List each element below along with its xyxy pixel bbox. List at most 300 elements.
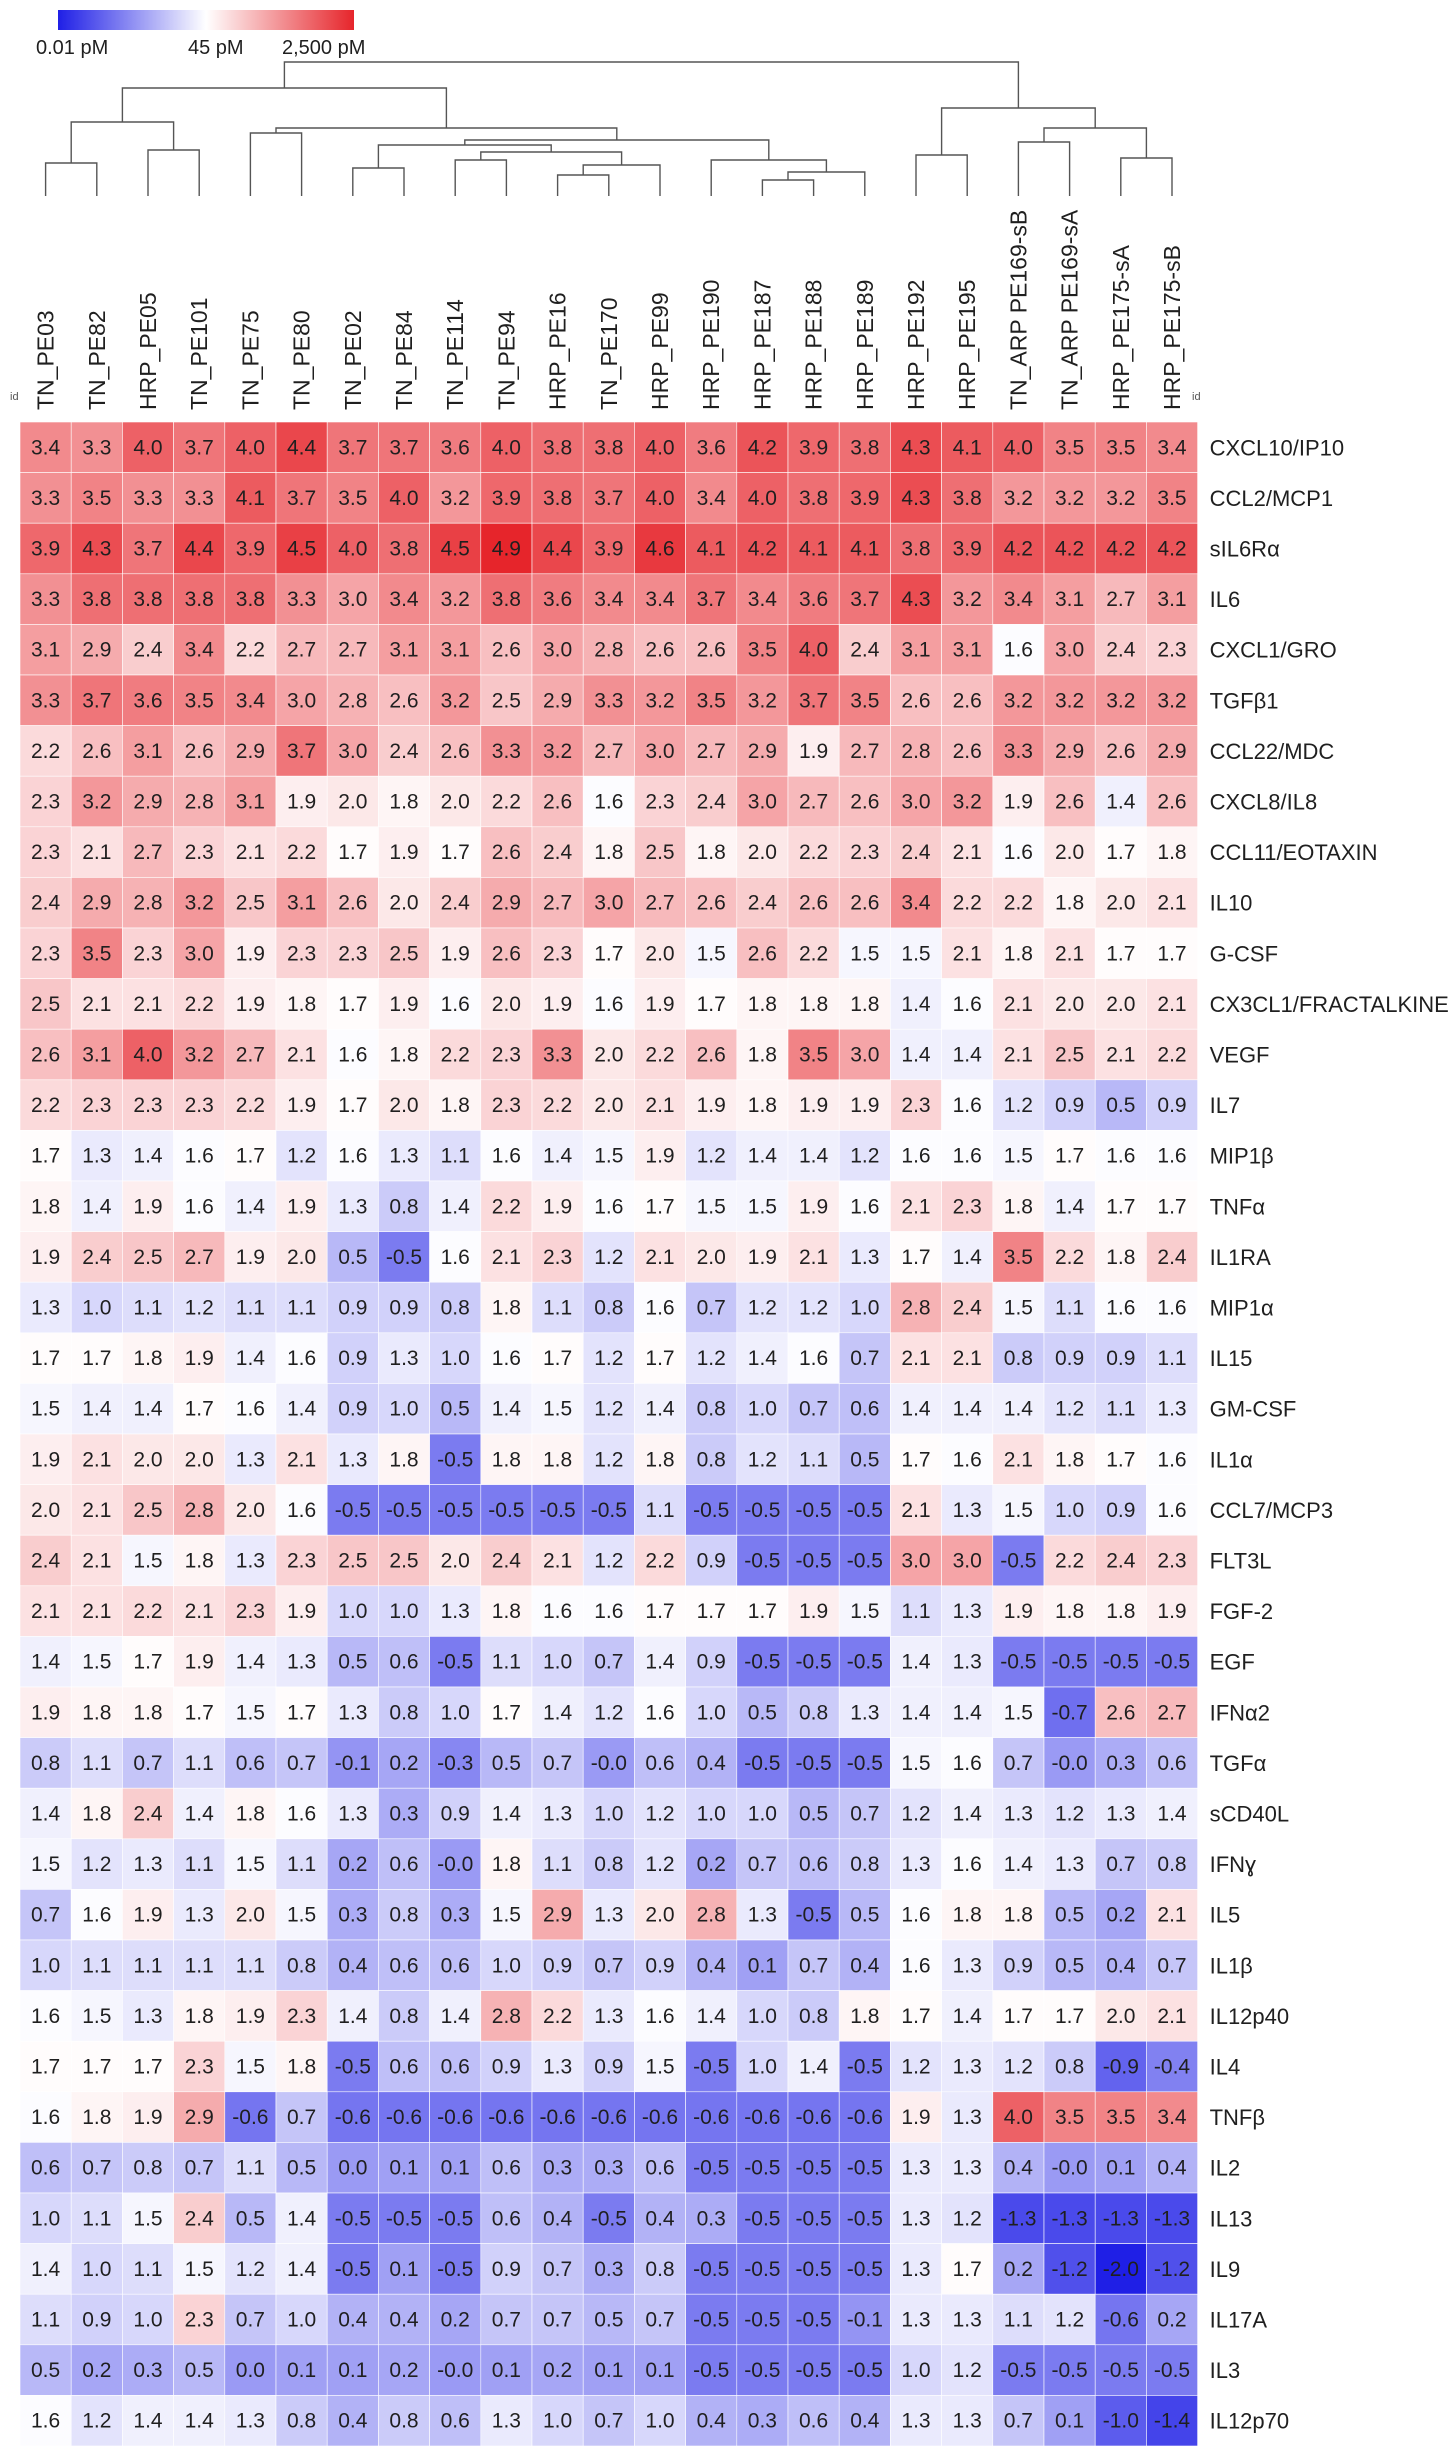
cell-value-label: 1.4 [747, 1347, 778, 1371]
cell-value-label: 2.0 [235, 1498, 266, 1522]
cell-value-label: 0.2 [1157, 2308, 1187, 2332]
cell-value-label: 3.1 [30, 638, 61, 662]
cell-value-label: 1.9 [30, 1245, 61, 1269]
cell-value-label: 1.9 [133, 2106, 163, 2130]
cell-value-label: 1.9 [850, 1094, 880, 1118]
cell-value-label: 2.0 [594, 1043, 624, 1067]
cell-value-label: 2.7 [286, 638, 317, 662]
cell-value-label: -0.5 [795, 2156, 832, 2180]
cell-value-label: 0.8 [696, 1397, 726, 1421]
cell-value-label: 2.0 [645, 1903, 675, 1927]
legend-high-label: 2,500 pM [282, 37, 366, 59]
cell-value-label: 1.3 [235, 2409, 266, 2433]
cell-value-label: 2.3 [30, 942, 61, 966]
cell-value-label: 2.1 [82, 1448, 112, 1472]
cell-value-label: 1.5 [184, 2257, 214, 2281]
cell-value-label: 2.2 [542, 1094, 573, 1118]
cell-value-label: -0.6 [641, 2106, 679, 2130]
cell-value-label: 2.9 [542, 1903, 573, 1927]
cell-value-label: 3.2 [184, 891, 214, 915]
cell-value-label: 1.1 [1157, 1347, 1187, 1371]
cell-value-label: 1.7 [440, 841, 470, 865]
cell-value-label: 1.0 [491, 1954, 522, 1978]
cell-value-label: 3.2 [747, 689, 778, 713]
cell-value-label: 2.0 [133, 1448, 163, 1472]
cell-value-label: 1.3 [594, 2004, 624, 2028]
cell-value-label: -0.3 [437, 1751, 474, 1775]
cell-value-label: 3.6 [440, 436, 470, 460]
cell-value-label: 3.2 [440, 486, 470, 510]
cell-value-label: 1.6 [952, 1853, 982, 1877]
cell-value-label: 3.0 [952, 1549, 982, 1573]
cell-value-label: 1.7 [1106, 841, 1136, 865]
cell-value-label: 4.0 [491, 436, 522, 460]
cell-value-label: -0.5 [846, 2257, 883, 2281]
cell-value-label: 0.7 [645, 2308, 675, 2332]
cell-value-label: 1.5 [133, 1549, 163, 1573]
cell-value-label: 2.6 [747, 942, 778, 966]
cell-value-label: 3.0 [645, 739, 675, 763]
cell-value-label: 3.0 [184, 942, 214, 966]
cell-value-label: 0.5 [286, 2156, 317, 2180]
cell-value-label: 0.7 [1003, 1751, 1034, 1775]
cell-value-label: 2.0 [747, 841, 778, 865]
cell-value-label: 2.6 [184, 739, 214, 763]
cell-value-label: 3.2 [440, 689, 470, 713]
cell-value-label: 1.6 [1157, 1498, 1187, 1522]
cell-value-label: 1.4 [798, 2055, 829, 2079]
cell-value-label: 1.2 [594, 1245, 624, 1269]
cell-value-label: 0.2 [696, 1853, 726, 1877]
cell-value-label: 2.6 [952, 689, 982, 713]
cell-value-label: 1.0 [594, 1802, 624, 1826]
column-label: TN_PE84 [391, 310, 417, 410]
cell-value-label: 2.1 [82, 1600, 112, 1624]
cell-value-label: 1.1 [542, 1853, 573, 1877]
column-label: TN_PE75 [237, 310, 264, 410]
cell-value-label: 2.8 [184, 790, 214, 814]
cell-value-label: 0.2 [440, 2308, 470, 2332]
cell-value-label: 3.7 [389, 436, 419, 460]
cell-value-label: 2.1 [30, 1600, 61, 1624]
cell-value-label: 2.7 [338, 638, 368, 662]
cell-value-label: 0.7 [850, 1802, 880, 1826]
cell-value-label: 1.4 [82, 1397, 112, 1421]
cell-value-label: 1.3 [952, 1650, 982, 1674]
cell-value-label: 1.4 [645, 1650, 675, 1674]
cell-value-label: 1.6 [901, 1954, 931, 1978]
cell-value-label: 2.1 [901, 1195, 931, 1219]
cell-value-label: 3.7 [594, 486, 624, 510]
cell-value-label: 3.8 [389, 537, 419, 561]
cell-value-label: 1.3 [850, 1701, 880, 1725]
cell-value-label: 1.5 [1003, 1701, 1034, 1725]
cell-value-label: 1.6 [798, 1347, 829, 1371]
cell-value-label: 3.5 [1003, 1245, 1034, 1269]
cell-value-label: 0.1 [338, 2359, 368, 2383]
cell-value-label: 0.7 [1157, 1954, 1187, 1978]
cell-value-label: 2.3 [286, 2004, 317, 2028]
cell-value-label: 1.2 [1054, 2308, 1085, 2332]
cell-value-label: -0.5 [744, 2359, 781, 2383]
cell-value-label: 1.5 [901, 942, 931, 966]
cell-value-label: 1.6 [542, 1600, 573, 1624]
cell-value-label: 2.3 [1157, 1549, 1187, 1573]
cell-value-label: 1.1 [1106, 1397, 1136, 1421]
row-label: IL9 [1209, 2256, 1241, 2282]
cell-value-label: 1.4 [1003, 1853, 1034, 1877]
cell-value-label: 1.5 [30, 1397, 61, 1421]
cell-value-label: -1.0 [1102, 2409, 1139, 2433]
cell-value-label: 1.1 [82, 2207, 112, 2231]
cell-value-label: 3.3 [286, 588, 317, 612]
cell-value-label: 0.7 [235, 2308, 266, 2332]
cell-value-label: 2.5 [645, 841, 675, 865]
cell-value-label: 2.1 [286, 1043, 317, 1067]
column-label: HRP_PE05 [135, 292, 161, 410]
cell-value-label: 1.3 [901, 2257, 931, 2281]
cell-value-label: 1.1 [798, 1448, 829, 1472]
cell-value-label: 1.3 [901, 2156, 931, 2180]
cell-value-label: 1.0 [440, 1701, 470, 1725]
cell-value-label: 4.0 [389, 486, 419, 510]
cell-value-label: -0.9 [1102, 2055, 1139, 2079]
cell-value-label: 4.2 [747, 436, 778, 460]
row-label: CXCL8/IL8 [1209, 789, 1318, 815]
cell-value-label: 4.0 [133, 436, 163, 460]
cell-value-label: 2.6 [696, 1043, 726, 1067]
cell-value-label: 3.4 [594, 588, 624, 612]
cell-value-label: 3.4 [901, 891, 931, 915]
cell-value-label: 4.3 [82, 537, 112, 561]
cell-value-label: 3.0 [747, 790, 778, 814]
cell-value-label: 2.3 [286, 1549, 317, 1573]
cell-value-label: 1.8 [747, 1043, 778, 1067]
cell-value-label: 0.7 [491, 2308, 522, 2332]
cell-value-label: 2.2 [798, 841, 829, 865]
cell-value-label: 1.9 [286, 1094, 317, 1118]
cell-value-label: 1.3 [542, 2055, 573, 2079]
cell-value-label: 3.9 [235, 537, 266, 561]
cell-value-label: -0.5 [437, 2207, 474, 2231]
cell-value-label: 1.7 [594, 942, 624, 966]
cell-value-label: 3.9 [798, 436, 829, 460]
cell-value-label: 3.3 [30, 588, 61, 612]
cell-value-label: -0.5 [795, 1650, 832, 1674]
cell-value-label: 0.8 [30, 1751, 61, 1775]
cell-value-label: 1.9 [286, 1600, 317, 1624]
cell-value-label: 3.1 [389, 638, 419, 662]
cell-value-label: 1.6 [952, 1448, 982, 1472]
cell-value-label: 1.5 [82, 1650, 112, 1674]
cell-value-label: 1.8 [696, 841, 726, 865]
cell-value-label: 1.2 [286, 1144, 317, 1168]
cell-value-label: 0.1 [286, 2359, 317, 2383]
cell-value-label: 4.1 [235, 486, 266, 510]
cell-value-label: 1.9 [235, 1245, 266, 1269]
cell-value-label: 1.4 [491, 1802, 522, 1826]
cell-value-label: 2.1 [1054, 942, 1085, 966]
cell-value-label: 1.8 [133, 1701, 163, 1725]
cell-value-label: 0.6 [1157, 1751, 1187, 1775]
cell-value-label: 2.7 [133, 841, 163, 865]
cell-value-label: 0.6 [491, 2156, 522, 2180]
cell-value-label: -0.5 [693, 2359, 730, 2383]
cell-value-label: 1.8 [82, 1701, 112, 1725]
dendrogram-link [465, 140, 769, 160]
cell-value-label: 1.4 [1003, 1397, 1034, 1421]
cell-value-label: 1.1 [235, 1954, 266, 1978]
cell-value-label: 2.1 [1003, 1448, 1034, 1472]
cell-value-label: 2.3 [286, 942, 317, 966]
cell-value-label: 0.6 [440, 2409, 470, 2433]
cell-value-label: 1.2 [594, 1549, 624, 1573]
cell-value-label: 3.0 [594, 891, 624, 915]
cell-value-label: 1.6 [1003, 841, 1034, 865]
cell-value-label: 2.5 [1054, 1043, 1085, 1067]
column-label: HRP_PE189 [851, 279, 878, 410]
cell-value-label: 1.9 [798, 1600, 829, 1624]
cell-value-label: -0.5 [744, 2257, 781, 2281]
cell-value-label: 1.6 [1106, 1296, 1136, 1320]
cell-value-label: 1.7 [901, 1448, 931, 1472]
cell-value-label: -0.6 [437, 2106, 474, 2130]
cell-value-label: 0.2 [1003, 2257, 1034, 2281]
dendrogram-link [558, 175, 609, 196]
cell-value-label: 2.6 [82, 739, 112, 763]
cell-value-label: 1.6 [286, 1802, 317, 1826]
cell-value-label: 1.6 [82, 1903, 112, 1927]
cell-value-label: 2.9 [1157, 739, 1187, 763]
cell-value-label: 2.5 [389, 1549, 419, 1573]
cell-value-label: 1.5 [850, 942, 880, 966]
cell-value-label: -0.5 [846, 2156, 883, 2180]
cell-value-label: 1.0 [850, 1296, 880, 1320]
cell-value-label: 2.7 [1106, 588, 1136, 612]
cell-value-label: 0.8 [1157, 1853, 1187, 1877]
cell-value-label: 1.3 [491, 2409, 522, 2433]
cell-value-label: 2.1 [1157, 1903, 1187, 1927]
cell-value-label: 1.9 [389, 841, 419, 865]
column-label: TN_PE02 [339, 310, 366, 410]
cell-value-label: 2.6 [1054, 790, 1085, 814]
cell-value-label: 1.8 [850, 2004, 880, 2028]
cell-value-label: 2.3 [645, 790, 675, 814]
cell-value-label: 2.7 [542, 891, 573, 915]
cell-value-label: -0.5 [437, 1448, 474, 1472]
cell-value-label: 3.3 [542, 1043, 573, 1067]
column-label: HRP_PE99 [647, 292, 673, 410]
cell-value-label: 1.8 [1106, 1600, 1136, 1624]
cell-value-label: 1.2 [901, 1802, 931, 1826]
cell-value-label: -0.5 [1102, 1650, 1139, 1674]
cell-value-label: 0.5 [440, 1397, 470, 1421]
cell-value-label: 1.5 [133, 2207, 163, 2231]
cell-value-label: 1.1 [30, 2308, 61, 2332]
cell-value-label: 0.7 [286, 2106, 317, 2130]
cell-value-label: -0.6 [744, 2106, 781, 2130]
cell-value-label: 3.2 [1054, 689, 1085, 713]
cell-value-label: 0.5 [850, 1448, 880, 1472]
cell-value-label: 3.7 [286, 486, 317, 510]
cell-value-label: 0.7 [1106, 1853, 1136, 1877]
cell-value-label: 3.4 [30, 436, 61, 460]
cell-value-label: 0.8 [440, 1296, 470, 1320]
cell-value-label: 3.1 [235, 790, 266, 814]
cell-value-label: 2.9 [1054, 739, 1085, 763]
cell-value-label: 1.0 [389, 1600, 419, 1624]
cell-value-label: 0.9 [338, 1397, 368, 1421]
cell-value-label: 3.7 [798, 689, 829, 713]
cell-value-label: 2.2 [1054, 1549, 1085, 1573]
cell-value-label: 4.0 [645, 486, 675, 510]
cell-value-label: 2.5 [389, 942, 419, 966]
cell-value-label: 1.3 [952, 2055, 982, 2079]
cell-value-label: 1.2 [184, 1296, 214, 1320]
cell-value-label: 3.2 [645, 689, 675, 713]
cell-value-label: 1.7 [338, 1094, 368, 1118]
cell-value-label: -0.1 [846, 2308, 883, 2332]
cell-value-label: 3.0 [850, 1043, 880, 1067]
cell-value-label: 1.8 [286, 2055, 317, 2079]
cell-value-label: 3.4 [184, 638, 214, 662]
cell-value-label: -0.6 [846, 2106, 883, 2130]
cell-value-label: 4.9 [491, 537, 522, 561]
cell-value-label: 0.9 [594, 2055, 624, 2079]
cell-value-label: 1.9 [798, 739, 829, 763]
cell-value-label: 3.5 [850, 689, 880, 713]
column-label: TN_ARP PE169-sA [1056, 209, 1083, 410]
row-labels [1210, 435, 1449, 2433]
cell-value-label: -0.5 [744, 2308, 781, 2332]
cell-value-label: -0.0 [1051, 2156, 1088, 2180]
cell-value-label: 3.2 [542, 739, 573, 763]
cell-value-label: 1.8 [747, 1094, 778, 1118]
row-label: GM-CSF [1209, 1396, 1297, 1422]
cell-value-label: 0.6 [850, 1397, 880, 1421]
cell-value-label: 0.9 [1157, 1094, 1187, 1118]
cell-value-label: 1.0 [747, 2004, 778, 2028]
cell-value-label: 0.5 [747, 1701, 778, 1725]
cell-value-label: 1.9 [696, 1094, 726, 1118]
cell-value-label: 4.0 [747, 486, 778, 510]
cell-value-label: 1.4 [235, 1347, 266, 1371]
cell-value-label: 1.8 [82, 1802, 112, 1826]
cell-value-label: 1.6 [1003, 638, 1034, 662]
cell-value-label: 1.8 [491, 1296, 522, 1320]
cell-value-label: 2.6 [901, 689, 931, 713]
cell-value-label: 0.8 [645, 2257, 675, 2281]
row-label: IL17A [1209, 2307, 1268, 2333]
cell-value-label: 2.6 [389, 689, 419, 713]
cell-value-label: 2.4 [850, 638, 880, 662]
cell-value-label: 1.9 [798, 1094, 829, 1118]
cell-value-label: 3.7 [184, 436, 214, 460]
cell-value-label: 2.4 [952, 1296, 982, 1320]
cell-value-label: 1.8 [491, 1853, 522, 1877]
cell-value-label: 2.6 [30, 1043, 61, 1067]
cell-value-label: 0.4 [850, 2409, 880, 2433]
cell-value-label: 2.4 [133, 1802, 163, 1826]
cell-value-label: 0.7 [542, 2308, 573, 2332]
cell-value-label: 1.5 [645, 2055, 675, 2079]
cell-value-label: 4.0 [235, 436, 266, 460]
cell-value-label: 1.1 [286, 1853, 317, 1877]
cell-value-label: 3.7 [696, 588, 726, 612]
cell-value-label: 2.3 [133, 942, 163, 966]
cell-value-label: 1.6 [338, 1144, 368, 1168]
column-label: HRP_PE195 [954, 279, 981, 410]
cell-value-label: 3.9 [594, 537, 624, 561]
cell-value-label: 1.4 [952, 1043, 982, 1067]
cell-value-label: 4.4 [542, 537, 573, 561]
cell-value-label: 3.0 [338, 588, 368, 612]
column-label: HRP_PE187 [749, 279, 776, 410]
cell-value-label: 1.8 [389, 1043, 419, 1067]
cell-value-label: 3.3 [30, 689, 61, 713]
cell-value-label: 1.7 [30, 1144, 61, 1168]
cell-value-label: 0.6 [798, 1853, 829, 1877]
cell-value-label: 1.4 [491, 1397, 522, 1421]
column-label: HRP_PE190 [698, 279, 725, 410]
cell-value-label: 2.7 [696, 739, 726, 763]
cell-value-label: 3.8 [133, 588, 163, 612]
cell-value-label: 1.2 [594, 1347, 624, 1371]
column-label: TN_ARP PE169-sB [1005, 209, 1032, 410]
cell-value-label: 1.4 [133, 1144, 163, 1168]
cell-value-label: 1.2 [1054, 1802, 1085, 1826]
cell-value-label: 1.6 [901, 1903, 931, 1927]
cell-value-label: 0.9 [389, 1296, 419, 1320]
cell-value-label: 2.7 [645, 891, 675, 915]
cell-value-label: 1.2 [594, 1397, 624, 1421]
cell-value-label: 2.6 [491, 638, 522, 662]
cell-value-label: 1.3 [133, 1853, 163, 1877]
cell-value-label: 0.8 [389, 2004, 419, 2028]
cell-value-label: 2.4 [30, 1549, 61, 1573]
cell-value-label: -0.6 [488, 2106, 525, 2130]
cell-value-label: 1.6 [952, 1094, 982, 1118]
cell-value-label: 1.4 [133, 1397, 163, 1421]
cell-value-label: 3.8 [542, 486, 573, 510]
cell-value-label: 1.0 [542, 2409, 573, 2433]
cell-value-label: 1.3 [338, 1448, 368, 1472]
cell-value-label: 0.4 [696, 1751, 726, 1775]
cell-value-label: 2.1 [1157, 992, 1187, 1016]
cell-value-label: 1.6 [594, 1195, 624, 1219]
cell-value-label: 1.3 [338, 1195, 368, 1219]
cell-value-label: 1.8 [286, 992, 317, 1016]
cell-value-label: 0.9 [1106, 1498, 1136, 1522]
cell-value-label: 0.7 [1003, 2409, 1034, 2433]
cell-value-label: 0.3 [542, 2156, 573, 2180]
cell-value-label: 3.8 [491, 588, 522, 612]
cell-value-label: -0.5 [744, 1498, 781, 1522]
cell-value-label: -0.0 [1051, 1751, 1088, 1775]
cell-value-label: 2.1 [491, 1245, 522, 1269]
cell-value-label: 3.7 [850, 588, 880, 612]
cell-value-label: 0.1 [440, 2156, 470, 2180]
cell-value-label: 3.4 [645, 588, 675, 612]
cell-value-label: 2.3 [30, 790, 61, 814]
row-label: IFNɣ [1209, 1852, 1257, 1878]
cell-value-label: -0.5 [488, 1498, 525, 1522]
cell-value-label: 2.6 [491, 942, 522, 966]
cell-value-label: 0.8 [798, 1701, 829, 1725]
cell-value-label: 1.2 [645, 1853, 675, 1877]
cell-value-label: 0.3 [747, 2409, 778, 2433]
cell-value-label: 3.5 [1054, 2106, 1085, 2130]
